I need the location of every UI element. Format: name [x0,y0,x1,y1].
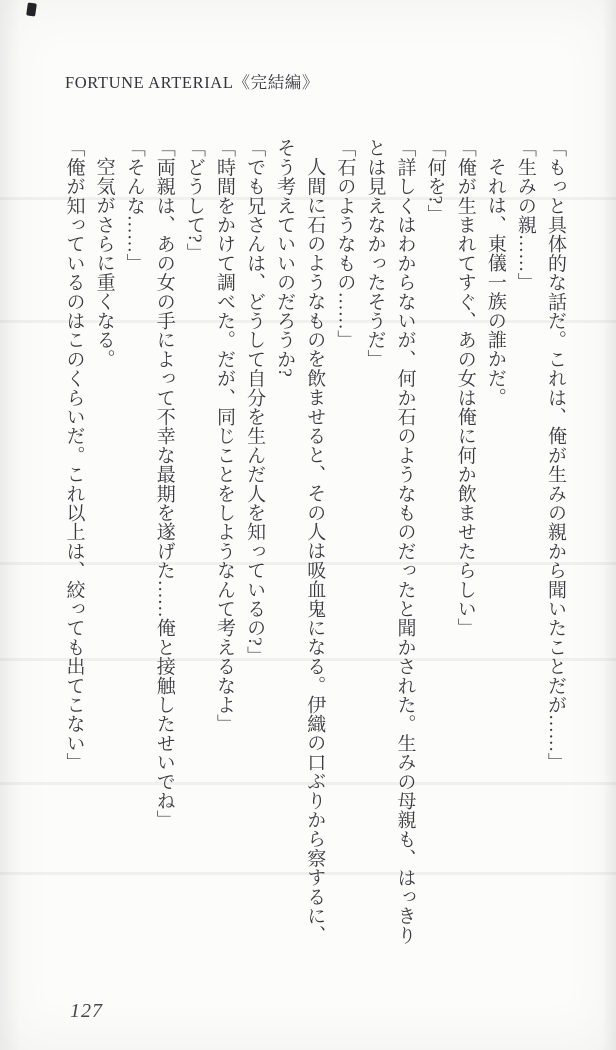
text-line: 空気がさらに重くなる。 [93,157,115,369]
text-line: 「時間をかけて調べた。だが、同じことをしようなんて考えるなよ」 [213,138,235,734]
text-line: それは、東儀一族の誰かだ。 [484,157,506,407]
scan-artifact-speck [26,2,37,16]
vertical-text-block [58,138,570,945]
text-line: 「でも兄さんは、どうして自分を生んだ人を知っているの?」 [244,138,266,666]
text-line: 「俺が生まれてすぐ、あの女は俺に何か飲ませたらしい」 [454,138,476,638]
text-line: そう考えていいのだろうか? [274,138,296,378]
text-line: 「もっと具体的な話だ。これは、俺が生みの親から聞いたことだが……」 [545,138,566,772]
text-line: 人間に石のようなものを飲ませると、その人は吸血鬼になる。伊織の口ぶりから察するに、 [304,157,326,945]
text-line: 「石のようなもの……」 [334,138,356,350]
text-line: 「両親は、あの女の手によって不幸な最期を遂げた……俺と接触したせいでね」 [153,138,175,830]
text-line: 「何を?」 [424,138,446,224]
page-number: 127 [70,1000,103,1022]
text-line: 「そんな……」 [123,138,145,273]
text-line: とは見えなかったそうだ」 [364,138,386,369]
running-header: FORTUNE ARTERIAL《完結編》 [65,73,319,92]
text-line: 「俺が知っているのはこのくらいだ。これ以上は、絞っても出てこない」 [63,138,85,772]
text-line: 「詳しくはわからないが、何か石のようなものだったと聞かされた。生みの母親も、はっきり [394,138,416,945]
text-line: 「生みの親……」 [514,138,536,292]
text-line: 「どうして?」 [183,138,205,262]
